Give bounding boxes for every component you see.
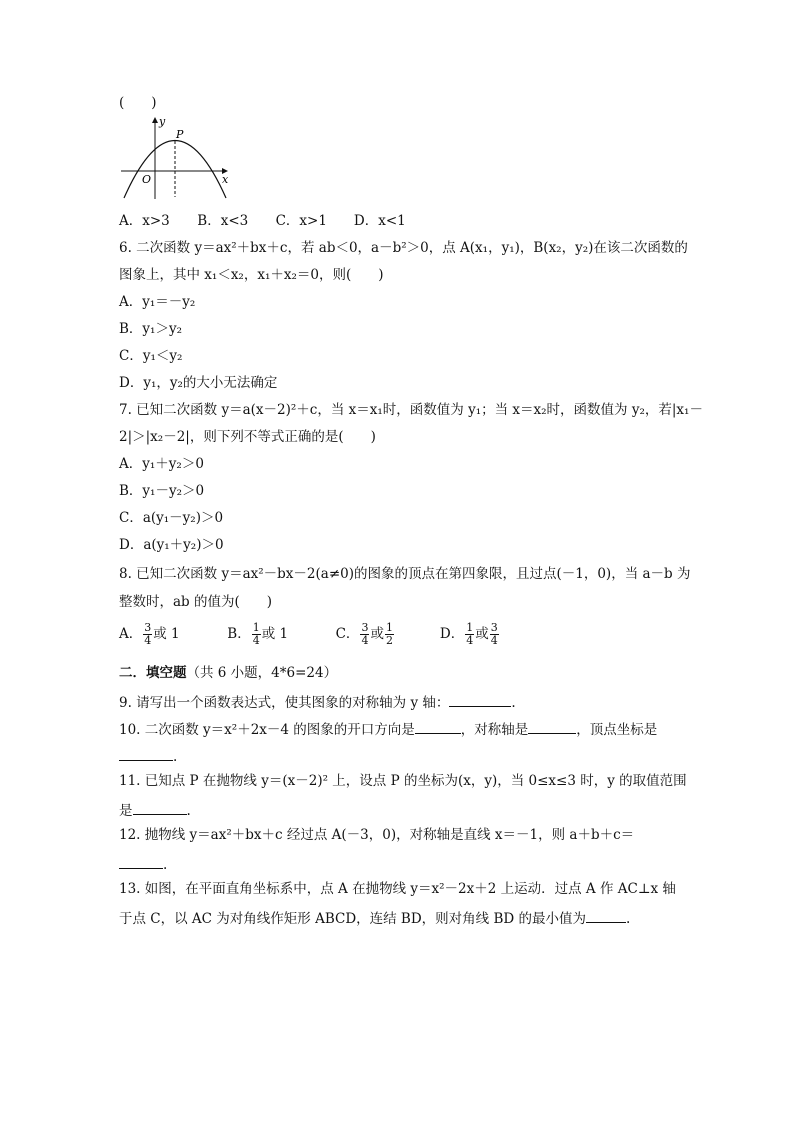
q12-answer-blank[interactable] bbox=[119, 856, 163, 869]
q7-option-d[interactable]: D．a(y₁＋y₂)＞0 bbox=[119, 537, 224, 553]
q13-line2 bbox=[119, 910, 630, 927]
q8-option-a-rest: 或 1 bbox=[153, 626, 180, 642]
q6-option-a[interactable]: A．y₁＝－y₂ bbox=[119, 294, 196, 310]
x-axis-label: x bbox=[222, 173, 229, 186]
vertex-label: P bbox=[176, 128, 184, 141]
q8-option-b-fraction: $\frac{1}{4}$ bbox=[252, 621, 260, 647]
q10-text-a: 10. 二次函数 y＝x²＋2x－4 的图象的开口方向是 bbox=[119, 722, 415, 738]
q10-end: . bbox=[173, 749, 178, 765]
q7-option-b[interactable]: B．y₁－y₂＞0 bbox=[119, 483, 205, 499]
q11-answer-blank[interactable] bbox=[133, 802, 187, 815]
q10-text-c: ，顶点坐标是 bbox=[576, 722, 658, 738]
q6-line1: 6. 二次函数 y＝ax²＋bx＋c，若 ab＜0，a－b²＞0，点 A(x₁，y₁)，B(x₂，y₂)在该二次函数的 bbox=[119, 240, 688, 256]
q12-line2 bbox=[119, 856, 167, 873]
q12-line1: 12. 抛物线 y＝ax²＋bx＋c 经过点 A(－3，0)，对称轴是直线 x＝－1，则 a＋b＋c＝ bbox=[119, 827, 635, 843]
q8-option-c[interactable] bbox=[336, 622, 436, 647]
section-heading bbox=[119, 667, 337, 681]
origin-label: O bbox=[142, 173, 152, 186]
q8-option-b-letter: B． bbox=[227, 626, 251, 642]
q5-option-a[interactable]: A．x>3 bbox=[119, 213, 170, 229]
q10-blank-axis[interactable] bbox=[528, 721, 576, 734]
q11-line2 bbox=[119, 802, 191, 819]
q12-end: . bbox=[163, 857, 168, 873]
q8-option-b[interactable] bbox=[227, 622, 331, 647]
parabola-curve bbox=[124, 141, 226, 199]
q8-option-c-fraction1: $\frac{3}{4}$ bbox=[361, 621, 369, 647]
q8-options bbox=[119, 622, 500, 647]
y-axis-arrow-icon bbox=[152, 117, 158, 123]
q6-option-b[interactable]: B．y₁＞y₂ bbox=[119, 321, 182, 337]
q8-option-c-or: 或 bbox=[370, 626, 384, 642]
q7-option-c[interactable]: C．a(y₁－y₂)＞0 bbox=[119, 510, 224, 526]
q11-end: . bbox=[186, 803, 191, 819]
q10-line1 bbox=[119, 721, 657, 738]
q10-blank-vertex[interactable] bbox=[119, 748, 173, 761]
q11-text: 是 bbox=[119, 803, 133, 819]
q8-option-d-or: 或 bbox=[475, 626, 489, 642]
q5-parabola-graph bbox=[118, 113, 233, 203]
section-title: 二．填空题 bbox=[119, 665, 187, 681]
q9-end: . bbox=[511, 695, 516, 711]
q8-option-d-fraction1: $\frac{1}{4}$ bbox=[466, 621, 474, 647]
q6-option-d[interactable]: D．y₁，y₂的大小无法确定 bbox=[119, 375, 278, 391]
q7-line2: 2|＞|x₂－2|，则下列不等式正确的是( ) bbox=[119, 429, 376, 445]
q9-text: 9. 请写出一个函数表达式，使其图象的对称轴为 y 轴： bbox=[119, 695, 450, 711]
q13-text: 于点 C，以 AC 为对角线作矩形 ABCD，连结 BD，则对角线 BD 的最小值为 bbox=[119, 911, 587, 927]
q8-option-a[interactable] bbox=[119, 622, 223, 647]
q5-paren: ( ) bbox=[119, 95, 157, 111]
q11-line1: 11. 已知点 P 在抛物线 y＝(x－2)² 上，设点 P 的坐标为(x，y)，当 0≤x≤3 时，y 的取值范围 bbox=[119, 773, 687, 789]
q6-option-c[interactable]: C．y₁＜y₂ bbox=[119, 348, 183, 364]
y-axis-label: y bbox=[159, 115, 166, 128]
section-note: （共 6 小题，4*6=24） bbox=[186, 665, 338, 681]
q5-option-d[interactable]: D．x<1 bbox=[353, 213, 406, 229]
q13-line1: 13. 如图，在平面直角坐标系中，点 A 在抛物线 y＝x²－2x＋2 上运动．过点 A 作 AC⊥x 轴 bbox=[119, 881, 676, 897]
q8-option-d-fraction2: $\frac{3}{4}$ bbox=[490, 621, 498, 647]
q10-line2 bbox=[119, 748, 177, 765]
q8-line2: 整数时，ab 的值为( ) bbox=[119, 594, 273, 610]
q8-option-c-fraction2: $\frac{1}{2}$ bbox=[385, 621, 393, 647]
q5-option-c[interactable]: C．x>1 bbox=[275, 213, 327, 229]
q9 bbox=[119, 694, 516, 711]
q8-option-b-rest: 或 1 bbox=[261, 626, 289, 642]
q8-line1: 8. 已知二次函数 y＝ax²－bx－2(a≠0)的图象的顶点在第四象限，且过点(－1，0)，当 a－b 为 bbox=[119, 566, 691, 582]
q8-option-a-fraction: $\frac{3}{4}$ bbox=[144, 621, 152, 647]
q10-blank-direction[interactable] bbox=[415, 721, 461, 734]
q8-option-a-letter: A． bbox=[119, 626, 143, 642]
q5-options bbox=[119, 215, 406, 229]
q8-option-c-letter: C． bbox=[335, 626, 360, 642]
q6-line2: 图象上，其中 x₁＜x₂，x₁＋x₂＝0，则( ) bbox=[119, 267, 384, 283]
q13-answer-blank[interactable] bbox=[586, 910, 626, 923]
q9-answer-blank[interactable] bbox=[449, 694, 511, 707]
q8-option-d[interactable] bbox=[440, 622, 500, 647]
q7-line1: 7. 已知二次函数 y＝a(x－2)²＋c，当 x＝x₁时，函数值为 y₁；当 x＝x₂时，函数值为 y₂，若|x₁－ bbox=[119, 402, 703, 418]
q7-option-a[interactable]: A．y₁＋y₂＞0 bbox=[119, 456, 204, 472]
q13-end: . bbox=[626, 911, 631, 927]
q8-option-d-letter: D． bbox=[439, 626, 465, 642]
q10-text-b: ，对称轴是 bbox=[460, 722, 529, 738]
q5-option-b[interactable]: B．x<3 bbox=[197, 213, 249, 229]
